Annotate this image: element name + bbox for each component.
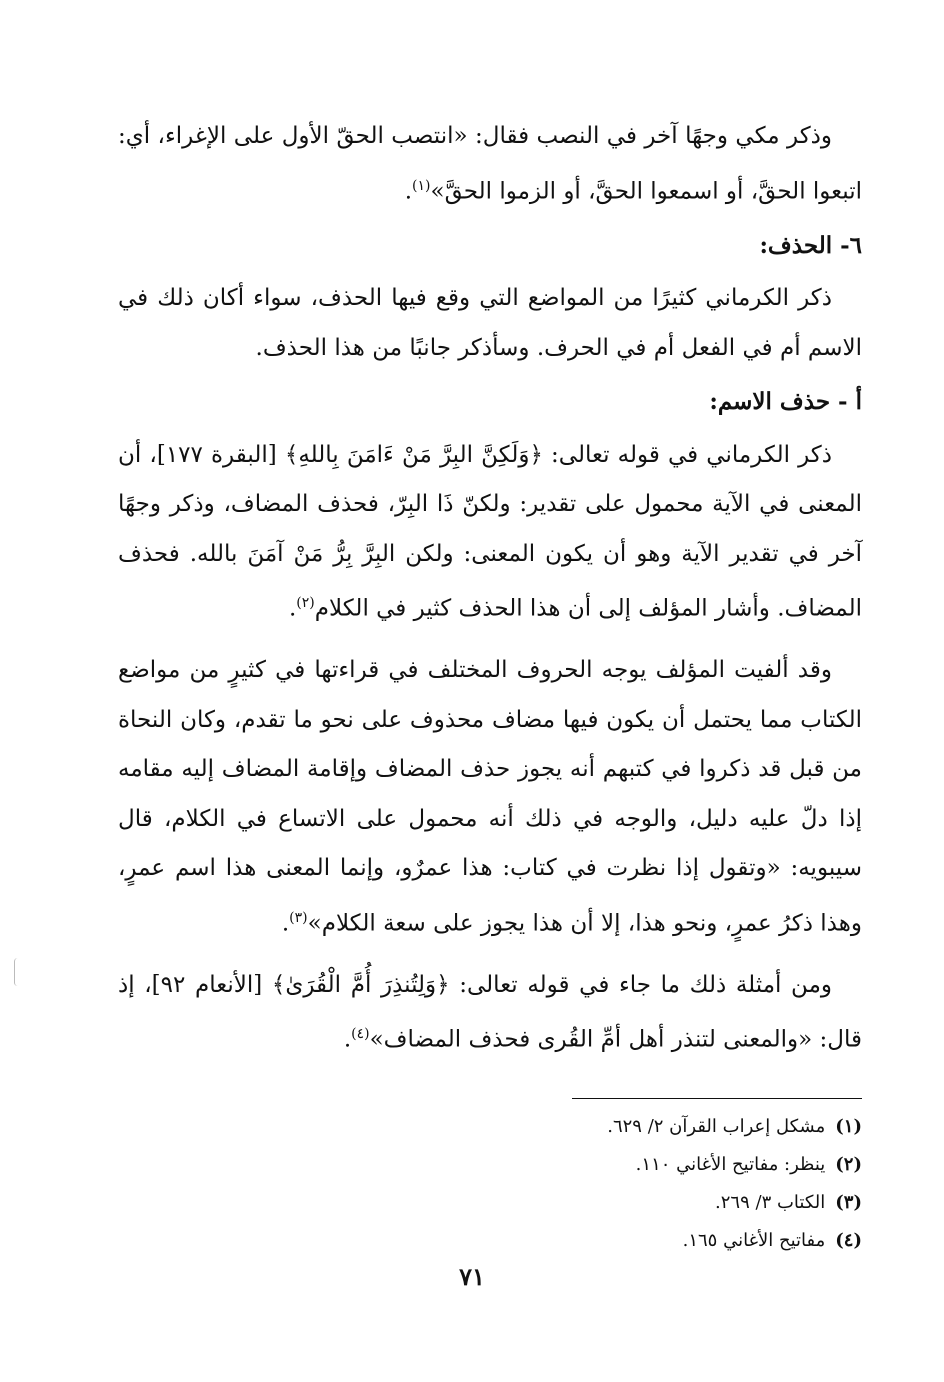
paragraph-text: [البقرة ١٧٧]، أن المعنى في الآية محمول على تقدير: ولكنّ ذَا البِرّ، فحذف المضاف، وذكر وجهًا آخر في تقدير الآية وهو أن يكون المعنى: ولكن البِرَّ بِرُّ مَنْ آمَنَ بالله. فحذف المضاف. وأشار المؤلف إلى أن هذا الحذف كثير في الكلام xyxy=(118,441,862,622)
footnote-item xyxy=(118,1184,862,1222)
footnote-ref-1[interactable]: (١) xyxy=(412,177,431,194)
paragraph-makki xyxy=(118,112,862,217)
paragraph-sibawayh xyxy=(118,646,862,949)
footnote-ref-4[interactable]: (٤) xyxy=(351,1026,370,1043)
footnote-item xyxy=(118,1146,862,1184)
paragraph-end: . xyxy=(288,595,297,622)
footnote-item xyxy=(118,1222,862,1260)
footnote-ref-3[interactable]: (٣) xyxy=(289,909,308,926)
footnote-ref-2[interactable]: (٢) xyxy=(296,595,315,612)
paragraph-text: ومن أمثلة ذلك ما جاء في قوله تعالى: xyxy=(449,971,832,998)
footnotes xyxy=(118,1108,862,1260)
footnote-number: (٢) xyxy=(835,1154,862,1175)
paragraph-birr xyxy=(118,431,862,635)
paragraph-umm-alqura xyxy=(118,961,862,1066)
margin-bracket-mark xyxy=(14,958,21,986)
section-heading-hadhf: ٦- الحذف: xyxy=(759,231,862,259)
quran-verse: ﴿وَلَكِنَّ البِرَّ مَنْ ءَامَنَ بِاللهِ﴾ xyxy=(284,441,543,468)
footnote-text: مفاتيح الأغاني ١٦٥. xyxy=(682,1230,826,1251)
page-number: ٧١ xyxy=(459,1262,485,1291)
paragraph-end: . xyxy=(281,910,290,937)
subsection-heading-ism: أ - حذف الاسم: xyxy=(709,388,862,416)
footnote-text: ينظر: مفاتيح الأغاني ١١٠. xyxy=(635,1154,826,1175)
quran-verse: ﴿وَلِتُنذِرَ أُمَّ الْقُرَىٰ﴾ xyxy=(271,971,450,998)
paragraph-end: . xyxy=(404,178,413,205)
footnote-number: (١) xyxy=(835,1116,862,1137)
paragraph-text: وذكر مكي وجهًا آخر في النصب فقال: «انتصب الحقّ الأول على الإغراء، أي: اتبعوا الحقَّ، أو اسمعوا الحقَّ، أو الزموا الحقَّ» xyxy=(118,123,862,205)
footnote-text: مشكل إعراب القرآن ٢/ ٦٢٩. xyxy=(607,1116,826,1137)
footnote-text: الكتاب ٣/ ٢٦٩. xyxy=(715,1192,826,1213)
footnote-number: (٣) xyxy=(835,1192,862,1213)
paragraph-text: [الأنعام ٩٢]، إذ قال: «والمعنى لتنذر أهل أمِّ القُرى فحذف المضاف» xyxy=(118,971,862,1054)
footnote-separator xyxy=(572,1098,862,1099)
main-text xyxy=(118,112,862,1066)
paragraph-text: وقد ألفيت المؤلف يوجه الحروف المختلف في قراءتها في كثيرٍ من مواضع الكتاب مما يحتمل أن يكون فيها مضاف محذوف على نحو ما تقدم، وكان النحاة من قبل قد ذكروا في كتبهم أنه يجوز حذف المضاف وإقامة المضاف إليه مقامه إذا دلّ عليه دليل، والوجه في ذلك أنه محمول على الاتساع في الكلام، قال سيبويه: «وتقول إذا نظرت في كتاب: هذا عمرٌو، وإنما المعنى هذا اسم عمرٍ، وهذا ذكرُ عمرٍ، ونحو هذا، إلا أن هذا يجوز على سعة الكلام» xyxy=(118,657,862,937)
paragraph-end: . xyxy=(343,1027,352,1054)
footnote-number: (٤) xyxy=(835,1230,862,1251)
footnote-item xyxy=(118,1108,862,1146)
paragraph-kirmani-intro: ذكر الكرماني كثيرًا من المواضع التي وقع فيها الحذف، سواء أكان ذلك في الاسم أم في الفعل أم في الحرف. وسأذكر جانبًا من هذا الحذف. xyxy=(118,285,862,361)
paragraph-text: ذكر الكرماني في قوله تعالى: xyxy=(542,441,832,468)
